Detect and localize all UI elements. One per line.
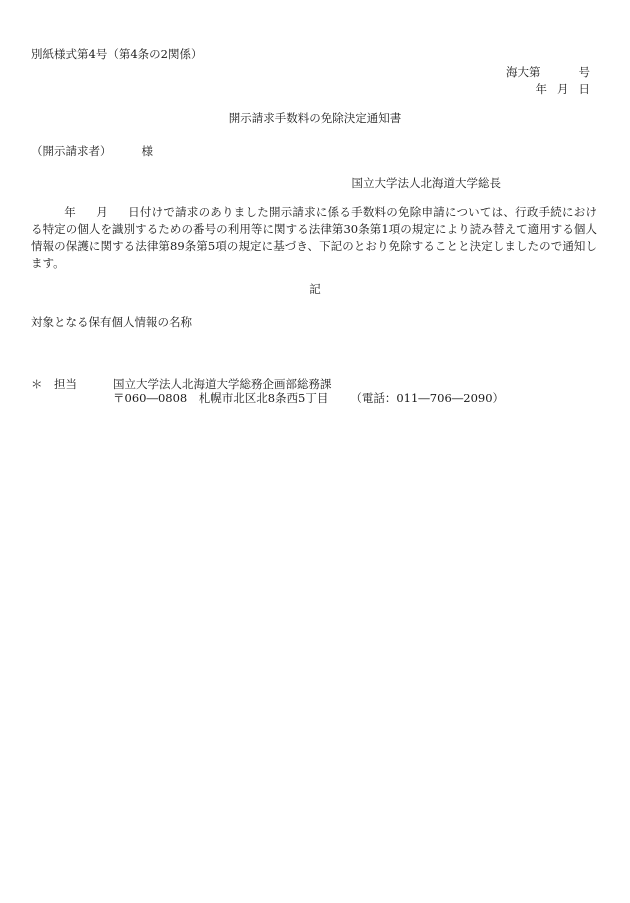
date-day: 日 bbox=[578, 82, 590, 96]
date-year: 年 bbox=[535, 82, 547, 96]
ki-heading: 記 bbox=[309, 282, 321, 296]
document-date bbox=[536, 81, 591, 98]
document-number-prefix: 海大第 bbox=[506, 65, 541, 79]
sender-name: 国立大学法人北海道大学総長 bbox=[351, 176, 501, 190]
recipient-honorific: 様 bbox=[141, 144, 153, 158]
contact-organization: 国立大学法人北海道大学総務企画部総務課 bbox=[113, 377, 332, 391]
document-title: 開示請求手数料の免除決定通知書 bbox=[228, 111, 402, 125]
document-number-suffix: 号 bbox=[578, 65, 590, 79]
document-number bbox=[506, 64, 590, 81]
asterisk-mark: ＊ bbox=[31, 377, 43, 391]
form-number: 別紙様式第4号（第4条の2関係） bbox=[31, 47, 203, 61]
body-paragraph bbox=[31, 204, 597, 272]
contact-phone: （電話：011―706―2090） bbox=[350, 391, 505, 405]
recipient bbox=[31, 143, 153, 160]
body-text: 日付けで請求のありました開示請求に係る手数料の免除申請については、行政手続における特定の個人を識別するための番号の利用等に関する法律第30条第1項の規定により読み替えて適用する個人情報の保護に関する法律第89条第5項の規定に基づき、下記のとおり免除することと決定しましたので通知します。 bbox=[31, 205, 598, 270]
contact-address: 〒060―0808 札幌市北区北8条西5丁目 bbox=[113, 391, 329, 405]
recipient-label: （開示請求者） bbox=[31, 144, 112, 158]
target-info-label: 対象となる保有個人情報の名称 bbox=[31, 315, 192, 329]
contact-address-line bbox=[113, 390, 504, 407]
body-month: 月 bbox=[95, 205, 108, 219]
date-month: 月 bbox=[557, 82, 569, 96]
body-year: 年 bbox=[64, 205, 76, 219]
contact-label: 担当 bbox=[54, 377, 77, 391]
